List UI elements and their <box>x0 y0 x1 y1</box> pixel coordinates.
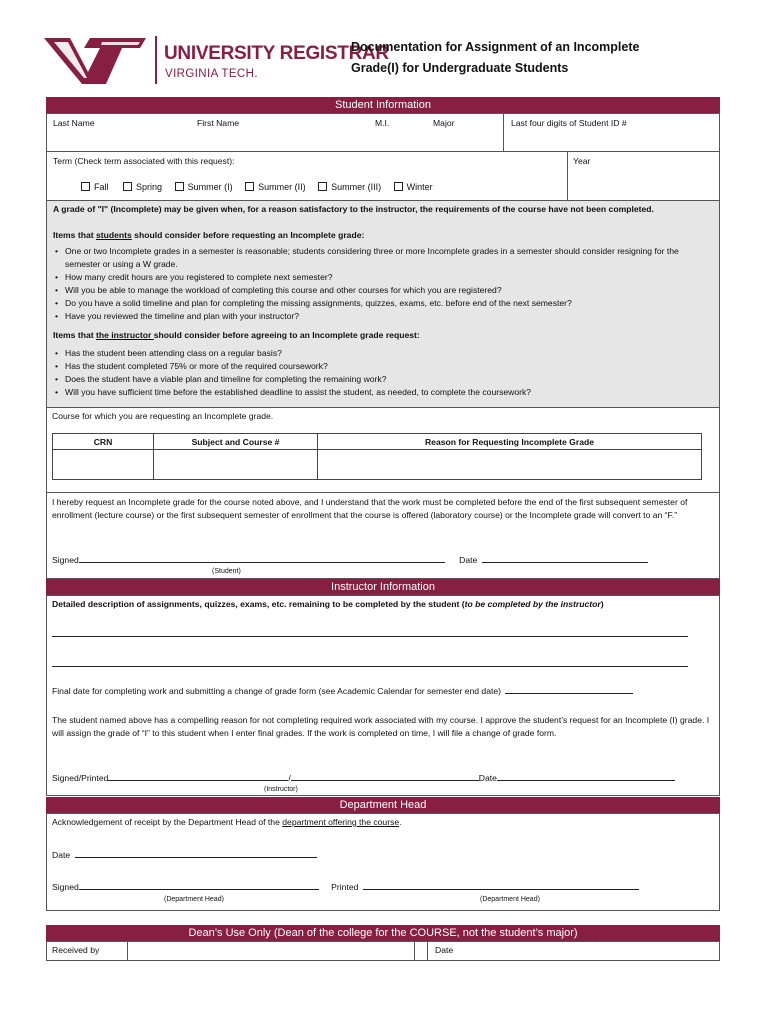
department-signature-field[interactable] <box>79 889 319 890</box>
signed-label: Signed <box>52 882 79 892</box>
last-name-label: Last Name <box>53 118 95 128</box>
final-date-label: Final date for completing work and submitting a change of grade form (see Academic Calendar for semester end date) <box>52 686 502 696</box>
students-checklist <box>53 245 713 323</box>
registrar-subtitle: VIRGINIA TECH. <box>165 68 258 80</box>
dean-date-field[interactable] <box>414 942 720 960</box>
document-title-line2: Grade(I) for Undergraduate Students <box>351 61 569 75</box>
term-option-fall[interactable]: Fall <box>81 182 109 192</box>
list-item: • Will you be able to manage the workload of completing this course and other courses for which you are registered? <box>53 284 713 297</box>
students-heading: Items that students should consider before requesting an Incomplete grade: <box>53 230 365 240</box>
vt-logo-mark-icon <box>44 34 146 88</box>
checkbox-icon[interactable] <box>318 182 327 191</box>
student-info-grid <box>46 113 720 201</box>
student-information-bar: Student Information <box>46 97 720 113</box>
list-item: • Have you reviewed the timeline and plan with your instructor? <box>53 310 713 323</box>
final-date-row <box>52 686 633 696</box>
instructor-signature-field[interactable] <box>108 780 288 781</box>
year-label: Year <box>573 156 591 166</box>
printed-label: Printed <box>331 882 359 892</box>
list-item: • Has the student completed 75% or more of the required coursework? <box>53 360 713 373</box>
instructor-caption: (Instructor) <box>264 786 298 793</box>
first-name-label: First Name <box>197 118 240 128</box>
reason-cell[interactable] <box>318 450 702 480</box>
term-option-summer-3[interactable]: Summer (III) <box>318 182 381 192</box>
department-printed-caption: (Department Head) <box>480 896 540 903</box>
dean-use-bar: Dean’s Use Only (Dean of the college for the COURSE, not the student’s major) <box>46 925 720 941</box>
checkbox-icon[interactable] <box>81 182 90 191</box>
list-item: • Does the student have a viable plan and timeline for completing the remaining work? <box>53 373 713 386</box>
description-line-2[interactable] <box>52 666 688 667</box>
subject-course-cell[interactable] <box>154 450 318 480</box>
student-request-statement: I hereby request an Incomplete grade for the course noted above, and I understand that the work must be completed before the end of the first subsequent semester of enrollment (lecture course) or the first subsequent semester of enrollment that the course is offered (laboratory course) or the Incomplete grade will convert to an “F.” <box>52 497 688 520</box>
department-head-bar: Department Head <box>46 797 720 813</box>
instructor-information-bar: Instructor Information <box>46 579 720 595</box>
instructor-description-label: Detailed description of assignments, quizzes, exams, etc. remaining to be completed by the student (to be completed by the instructor) <box>52 599 604 609</box>
document-title-line1: Documentation for Assignment of an Incomplete <box>351 40 640 54</box>
instructor-date-field[interactable] <box>497 780 675 781</box>
department-section <box>46 813 720 911</box>
crn-header: CRN <box>53 434 154 450</box>
signed-label: Signed <box>52 555 79 565</box>
instructor-statement: The student named above has a compelling reason for not completing required work associated with my course. I approve the student’s request for an Incomplete (I) grade. I will assign the grade of “I” to this student when I enter final grades. If the work is completed on time, I will file a change of grade form. <box>52 715 710 738</box>
vt-logo <box>44 34 146 88</box>
instructor-signature-row: Signed/Printed / Date <box>52 773 675 783</box>
reason-header: Reason for Requesting Incomplete Grade <box>318 434 702 450</box>
dean-date-label: Date <box>435 945 454 955</box>
student-signature-field[interactable] <box>79 562 445 563</box>
department-acknowledgement: Acknowledgement of receipt by the Department Head of the department offering the course. <box>52 817 402 827</box>
term-option-spring[interactable]: Spring <box>123 182 162 192</box>
major-label: Major <box>433 118 455 128</box>
dean-section <box>46 941 720 961</box>
description-line-1[interactable] <box>52 636 688 637</box>
department-date-row <box>52 850 317 860</box>
term-option-summer-1[interactable]: Summer (I) <box>175 182 233 192</box>
department-printed-field[interactable] <box>363 889 639 890</box>
checkbox-icon[interactable] <box>394 182 403 191</box>
checkbox-icon[interactable] <box>123 182 132 191</box>
student-id-label: Last four digits of Student ID # <box>511 118 627 128</box>
checkbox-icon[interactable] <box>175 182 184 191</box>
department-signed-caption: (Department Head) <box>164 896 224 903</box>
signed-printed-label: Signed/Printed <box>52 773 109 783</box>
department-signature-row <box>52 882 639 892</box>
received-by-field[interactable] <box>127 942 428 960</box>
list-item: • Do you have a solid timeline and plan for completing the missing assignments, quizzes, exams, etc. before end of the next semester? <box>53 297 713 310</box>
guidance-panel <box>46 200 720 408</box>
instructor-printed-field[interactable] <box>291 780 479 781</box>
list-item: • How many credit hours are you registered to complete next semester? <box>53 271 713 284</box>
crn-cell[interactable] <box>53 450 154 480</box>
list-item: • Has the student been attending class on a regular basis? <box>53 347 713 360</box>
registrar-title: UNIVERSITY REGISTRAR <box>164 43 389 64</box>
incomplete-definition: A grade of "I" (Incomplete) may be given when, for a reason satisfactory to the instructor, the requirements of the course have not been completed. <box>53 204 654 214</box>
table-row <box>53 450 702 480</box>
received-by-label: Received by <box>52 945 100 955</box>
date-label: Date <box>478 773 497 783</box>
course-table <box>52 433 702 480</box>
student-caption: (Student) <box>212 568 241 575</box>
date-label: Date <box>459 555 478 565</box>
list-item: • One or two Incomplete grades in a semester is reasonable; students considering three or more Incomplete grades in a semester should consider resigning for the semester or using a W grade. <box>53 245 713 271</box>
list-item: • Will you have sufficient time before the established deadline to assist the student, as needed, to complete the coursework? <box>53 386 713 399</box>
date-label: Date <box>52 850 71 860</box>
subject-course-header: Subject and Course # <box>154 434 318 450</box>
term-checkboxes <box>81 182 433 192</box>
term-label: Term (Check term associated with this request): <box>53 156 235 166</box>
mi-label: M.I. <box>375 118 390 128</box>
course-label: Course for which you are requesting an Incomplete grade. <box>52 411 274 421</box>
term-option-winter[interactable]: Winter <box>394 182 433 192</box>
instructor-checklist <box>53 347 713 399</box>
student-date-field[interactable] <box>482 562 648 563</box>
final-date-field[interactable] <box>505 693 633 694</box>
instructor-heading: Items that the instructor should consider before agreeing to an Incomplete grade request: <box>53 330 420 340</box>
department-date-field[interactable] <box>75 857 317 858</box>
term-option-summer-2[interactable]: Summer (II) <box>245 182 306 192</box>
logo-divider <box>155 36 157 84</box>
student-signature-row <box>52 555 648 565</box>
checkbox-icon[interactable] <box>245 182 254 191</box>
